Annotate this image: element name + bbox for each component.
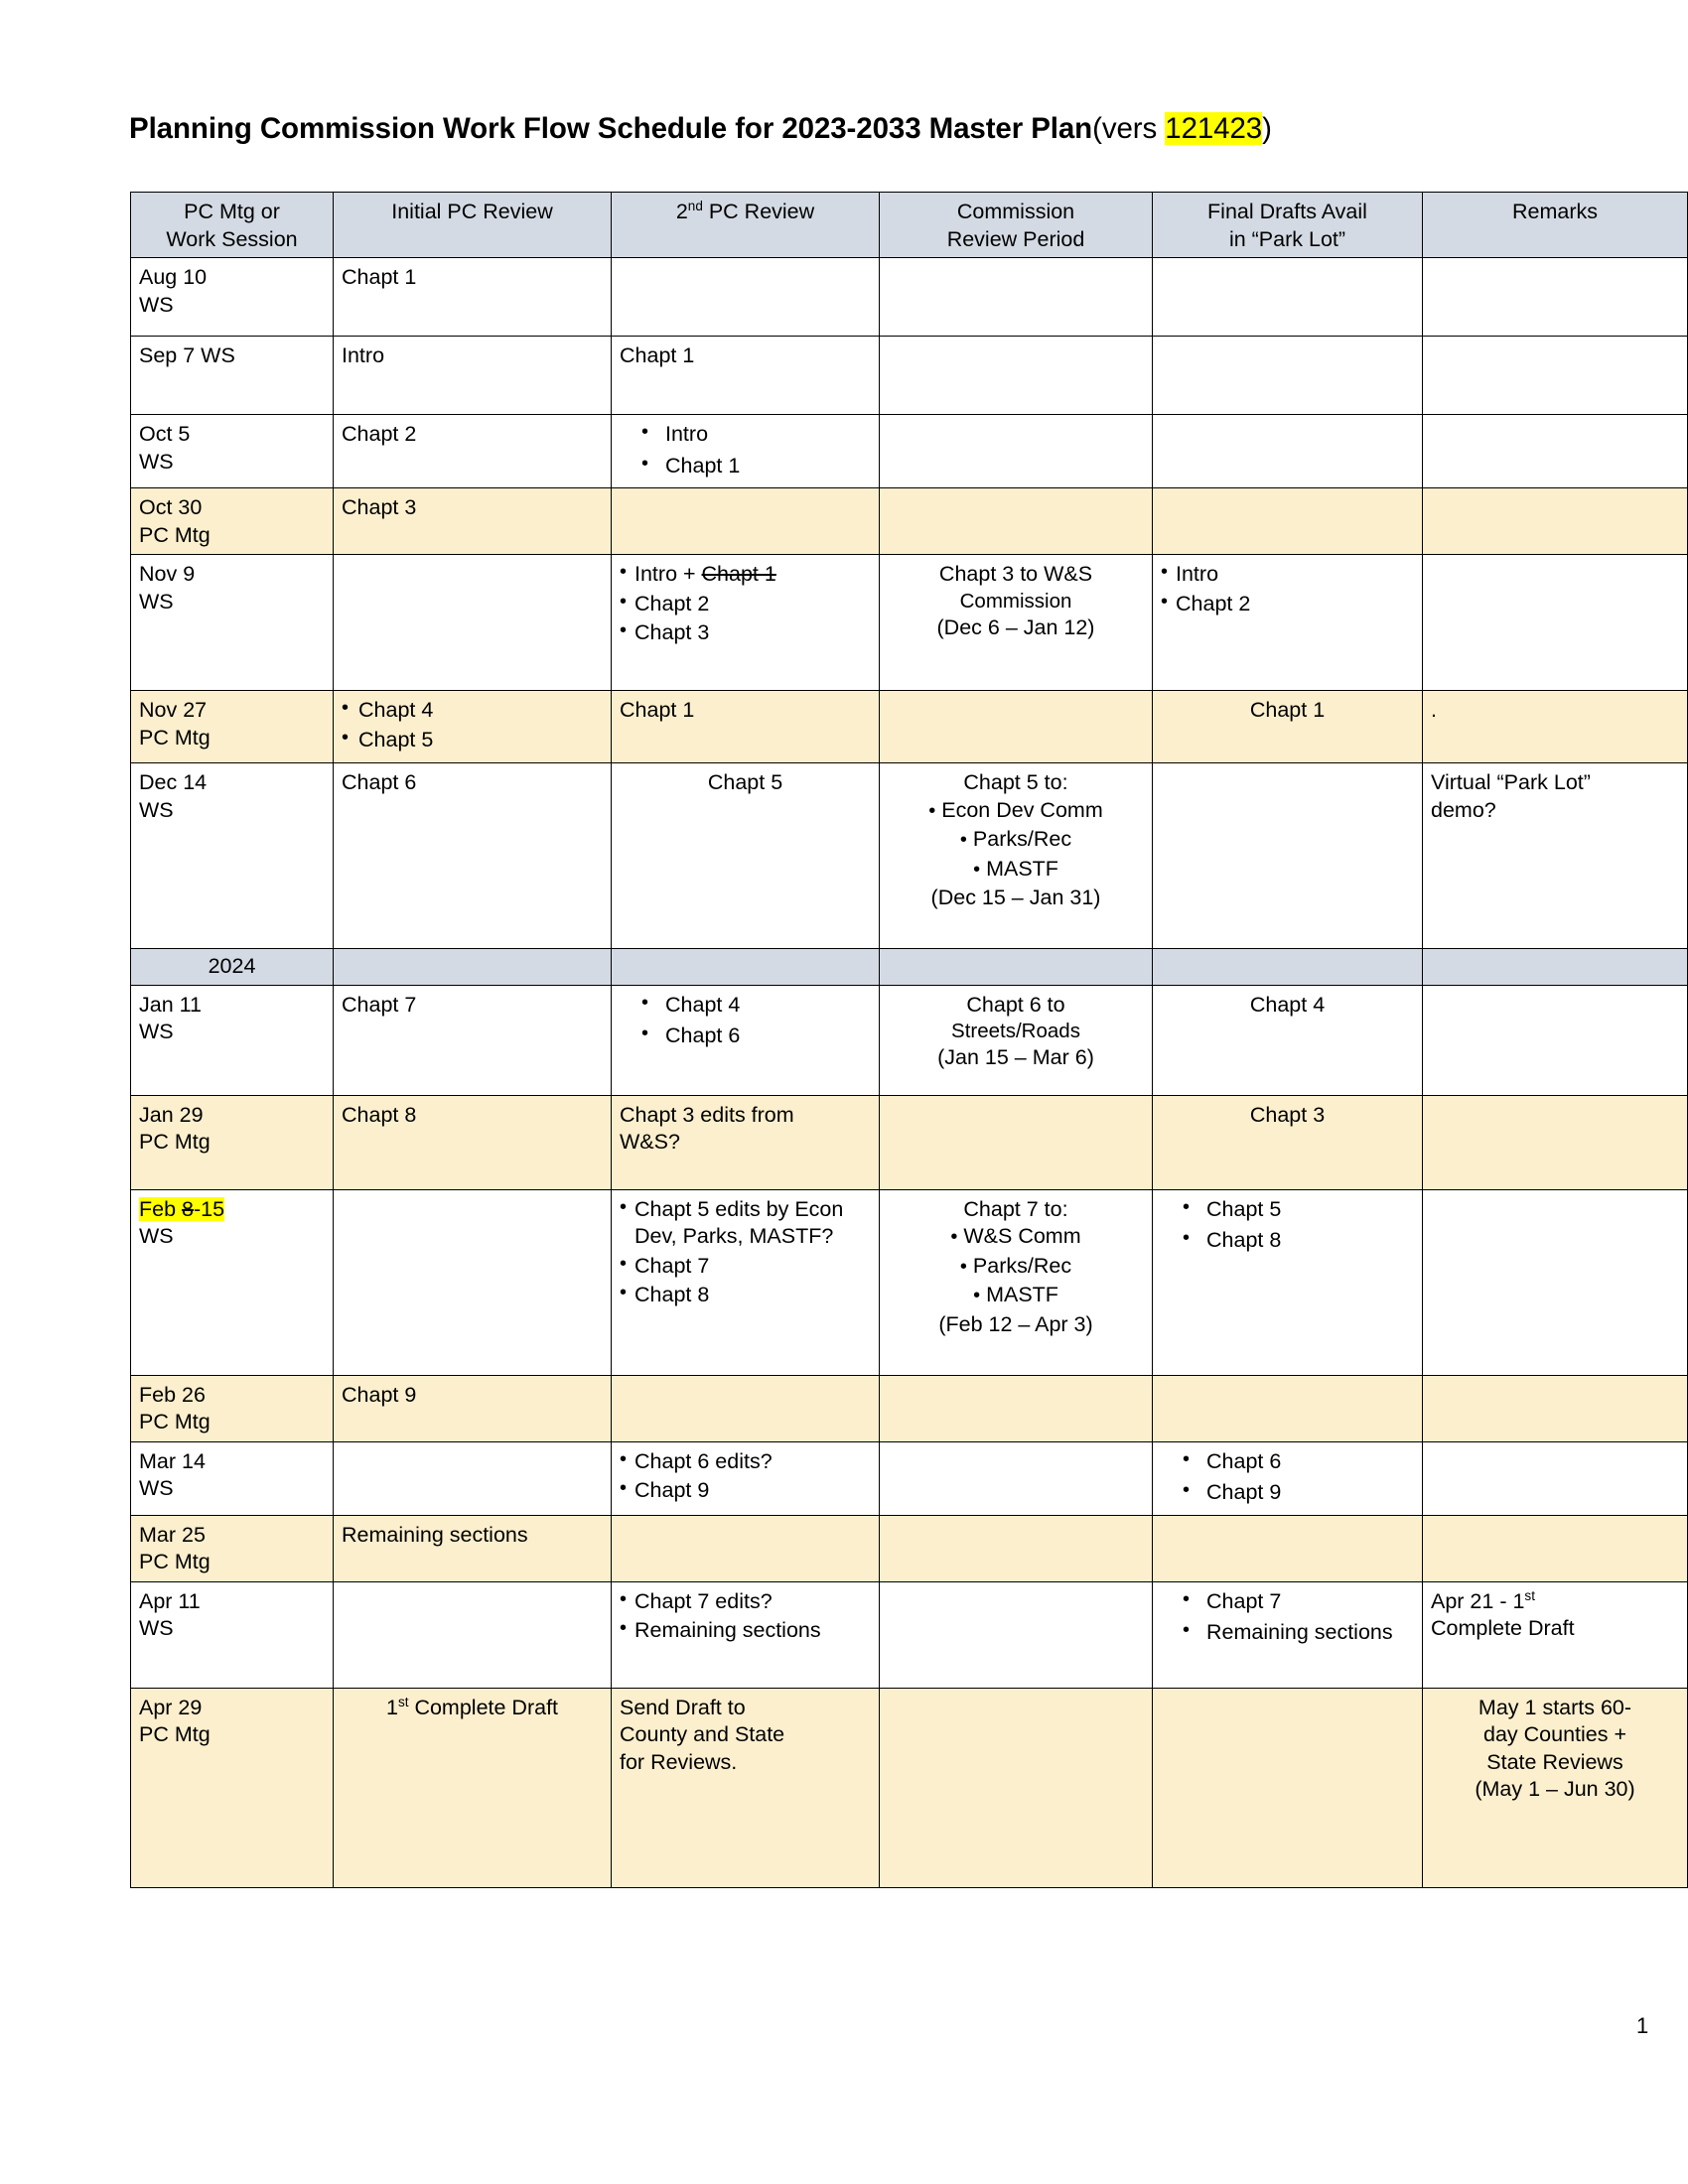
row-second-review-cell [612,691,880,763]
row-remarks-cell [1423,1515,1688,1581]
cell-text: Chapt 3 [342,495,417,520]
row-date-cell [131,1581,334,1688]
table-row [131,1441,1688,1515]
cell-text: Chapt 1 [620,343,695,368]
column-header-pc-mtg-line1: PC Mtg or [184,200,280,223]
row-final-drafts-cell [1153,985,1423,1095]
row-commission-cell [880,1688,1153,1887]
cell-text-line: Commission [959,589,1072,613]
row-date-line1: Jan 11 [139,992,202,1017]
page-number: 1 [1636,2013,1649,2038]
cell-text-line: State Reviews [1486,1749,1623,1774]
table-row [131,488,1688,555]
row-date-struck: 8 [182,1196,194,1221]
page-title-main: Planning Commission Work Flow Schedule for 2023-2033 Master Plan [129,112,1093,145]
page-title [129,112,1272,146]
row-date-line2: WS [139,1476,174,1501]
row-second-review-cell [612,488,880,555]
row-date-line2: PC Mtg [139,1550,211,1574]
table-row [131,985,1688,1095]
row-remarks-cell [1423,1688,1688,1887]
row-remarks-cell [1423,1189,1688,1375]
list-item: • Chapt 7 edits? [620,1588,871,1616]
bullet-list [1161,561,1414,617]
bullet-list [620,1196,871,1309]
row-date-line2: PC Mtg [139,1722,211,1747]
row-date-line1: Nov 27 [139,698,208,723]
year-separator-cell [880,949,1153,986]
row-initial-review-cell [334,1688,612,1887]
row-date-line1: Mar 14 [139,1448,206,1473]
row-final-drafts-cell [1153,1095,1423,1189]
list-item: • Chapt 8 [620,1282,871,1309]
row-second-review-cell [612,985,880,1095]
list-item: • Chapt 6 edits? [620,1448,871,1476]
row-date-line1: Jan 29 [139,1102,204,1127]
column-header-second-pc-review-pre: 2 [675,200,688,223]
work-flow-schedule-table [130,192,1688,1888]
list-item: • Chapt 5 [1161,1196,1414,1224]
row-date-cell [131,555,334,691]
cell-text-line: County and State [620,1722,785,1747]
row-final-drafts-cell [1153,1515,1423,1581]
row-remarks-cell [1423,488,1688,555]
row-date-cell [131,691,334,763]
table-row [131,337,1688,415]
cell-text-line: May 1 starts 60- [1477,1695,1632,1719]
cell-text-line: (Dec 15 – Jan 31) [930,886,1101,910]
row-date-cell [131,985,334,1095]
year-label: 2024 [131,949,334,986]
list-item: • Remaining sections [620,1617,871,1645]
cell-text-line: (Dec 6 – Jan 12) [936,614,1095,639]
bullet-list [1161,1448,1414,1507]
table-row [131,555,1688,691]
bullet-list [888,797,1144,884]
table-row [131,258,1688,337]
column-header-final-drafts-line1: Final Drafts Avail [1207,200,1367,223]
year-separator-cell [1153,949,1423,986]
page-title-vers-open: (vers [1092,112,1166,145]
bullet-list [620,561,871,647]
initial-pre: 1 [385,1695,398,1719]
initial-sup: st [397,1694,409,1709]
row-date-line2: PC Mtg [139,725,211,750]
table-row [131,1581,1688,1688]
cell-text: Chapt 1 [342,265,417,290]
row-initial-review-cell [334,1515,612,1581]
row-second-review-cell [612,1189,880,1375]
row-second-review-cell [612,763,880,949]
row-second-review-cell [612,337,880,415]
row-initial-review-cell [334,415,612,488]
row-date-suffix: -15 [194,1196,225,1221]
row-remarks-cell [1423,258,1688,337]
cell-text-line: day Counties + [1482,1722,1627,1747]
row-second-review-cell [612,1515,880,1581]
column-header-commission-review [880,193,1153,258]
cell-text-line: W&S? [620,1130,680,1155]
bullet-list [1161,1196,1414,1255]
row-commission-cell [880,985,1153,1095]
list-item: • Intro [620,421,871,449]
list-item: • Econ Dev Comm [888,797,1144,825]
row-final-drafts-cell [1153,415,1423,488]
row-final-drafts-cell [1153,1688,1423,1887]
table-row [131,691,1688,763]
cell-text-line: for Reviews. [620,1749,738,1774]
list-item: • Chapt 5 edits by Econ Dev, Parks, MASTF? [620,1196,871,1251]
row-date-line2: WS [139,1020,174,1044]
row-date-line1: Nov 9 [139,562,196,587]
column-header-initial-pc-review-label: Initial PC Review [391,200,553,223]
row-date-cell [131,1515,334,1581]
column-header-remarks-label: Remarks [1511,200,1598,223]
row-commission-cell [880,1441,1153,1515]
column-header-commission-review-line1: Commission [956,200,1075,223]
row-date-cell [131,1189,334,1375]
cell-text-line: Virtual “Park Lot” [1431,770,1591,795]
cell-text: Intro [342,343,385,368]
list-item: • Chapt 5 [342,727,603,754]
row-remarks-cell [1423,763,1688,949]
table-row [131,1375,1688,1441]
cell-text: Chapt 3 [1249,1102,1326,1127]
year-separator-cell [334,949,612,986]
list-item: • Chapt 3 [620,619,871,647]
column-header-second-pc-review [612,193,880,258]
row-remarks-cell [1423,555,1688,691]
cell-text-line: Chapt 6 to [966,992,1065,1017]
row-commission-cell [880,1515,1153,1581]
cell-text: . [1431,698,1437,723]
row-date-line1 [139,1197,224,1221]
row-date-line1: Aug 10 [139,265,208,290]
list-item: • MASTF [888,1282,1144,1309]
row-remarks-cell [1423,337,1688,415]
column-header-initial-pc-review [334,193,612,258]
table-row [131,415,1688,488]
column-header-remarks [1423,193,1688,258]
cell-text: Chapt 7 [342,992,417,1017]
row-commission-cell [880,691,1153,763]
row-second-review-cell [612,1688,880,1887]
row-second-review-cell [612,1095,880,1189]
bullet-list [620,992,871,1050]
cell-text-line: Chapt 3 to W&S [938,562,1093,587]
list-item [620,561,871,589]
row-date-line1: Apr 11 [139,1588,201,1613]
list-item: • Chapt 4 [620,992,871,1020]
row-date-prefix: Feb [139,1196,183,1221]
row-commission-cell [880,763,1153,949]
row-final-drafts-cell [1153,258,1423,337]
cell-text: Chapt 8 [342,1102,417,1127]
list-item: • Chapt 2 [1161,591,1414,618]
table-row [131,1189,1688,1375]
row-date-line2: PC Mtg [139,1130,211,1155]
column-header-second-pc-review-post: PC Review [702,200,815,223]
remarks-pre: Apr 21 - 1 [1431,1588,1525,1613]
column-header-pc-mtg-line2: Work Session [166,226,298,251]
list-item: • Chapt 7 [1161,1588,1414,1616]
row-initial-review-cell [334,1581,612,1688]
row-date-cell [131,1688,334,1887]
table-row [131,1515,1688,1581]
cell-text: Chapt 4 [1249,992,1326,1017]
list-item: • Chapt 1 [620,453,871,480]
cell-text-line: Send Draft to [620,1695,746,1719]
row-commission-cell [880,488,1153,555]
row-initial-review-cell [334,337,612,415]
column-header-final-drafts [1153,193,1423,258]
cell-text-line: Complete Draft [1431,1616,1575,1641]
row-initial-review-cell [334,555,612,691]
row-date-line1: Oct 5 [139,422,191,447]
row-date-line2: PC Mtg [139,1410,211,1434]
cell-text: Chapt 1 [620,698,695,723]
row-date-line2: WS [139,292,174,317]
row-commission-cell [880,1581,1153,1688]
cell-text-line: Chapt 7 to: [963,1196,1068,1221]
row-commission-cell [880,1375,1153,1441]
row-initial-review-cell [334,258,612,337]
list-item: • MASTF [888,856,1144,884]
bullet-list [620,1588,871,1645]
list-item: • Chapt 9 [620,1477,871,1505]
bullet-list [342,697,603,753]
list-item: • Chapt 6 [1161,1448,1414,1476]
row-remarks-cell [1423,415,1688,488]
row-second-review-cell [612,415,880,488]
row-final-drafts-cell [1153,1375,1423,1441]
row-initial-review-cell [334,1189,612,1375]
year-separator-cell [612,949,880,986]
list-item: • Chapt 4 [342,697,603,725]
row-date-line2: WS [139,797,174,822]
list-item: • Parks/Rec [888,826,1144,854]
row-date-cell [131,1375,334,1441]
row-date-cell [131,1441,334,1515]
row-initial-review-cell [334,1375,612,1441]
row-initial-review-cell [334,1095,612,1189]
column-header-commission-review-line2: Review Period [946,226,1085,251]
row-date-cell [131,488,334,555]
cell-text: Chapt 5 [707,770,783,795]
row-initial-review-cell [334,488,612,555]
row-final-drafts-cell [1153,1189,1423,1375]
list-item: • Remaining sections [1161,1619,1414,1647]
list-item: • Chapt 6 [620,1023,871,1050]
row-date-line2: PC Mtg [139,522,211,547]
row-date-line2: WS [139,449,174,474]
row-commission-cell [880,337,1153,415]
row-final-drafts-cell [1153,337,1423,415]
row-remarks-cell [1423,1095,1688,1189]
row-date-line1: Dec 14 [139,770,208,795]
row-remarks-cell [1423,691,1688,763]
list-item: • Chapt 2 [620,591,871,618]
row-remarks-cell [1423,1581,1688,1688]
row-initial-review-cell [334,691,612,763]
table-row [131,1095,1688,1189]
row-final-drafts-cell [1153,1441,1423,1515]
row-final-drafts-cell [1153,763,1423,949]
row-remarks-cell [1423,985,1688,1095]
row-final-drafts-cell [1153,555,1423,691]
remarks-sup: st [1524,1587,1535,1603]
cell-text: Chapt 9 [342,1382,417,1407]
table-row [131,763,1688,949]
table-row [131,1688,1688,1887]
row-commission-cell [880,415,1153,488]
cell-text-line: (Jan 15 – Mar 6) [937,1045,1094,1070]
page-title-vers-number: 121423 [1165,112,1263,145]
row-date-cell [131,415,334,488]
row-commission-cell [880,555,1153,691]
list-item: • Intro [1161,561,1414,589]
bullet-list [1161,1588,1414,1647]
cell-text: Intro + [634,562,702,587]
row-date-line2: WS [139,589,174,614]
bullet-list [620,421,871,479]
row-initial-review-cell [334,985,612,1095]
row-date-cell [131,258,334,337]
row-commission-cell [880,1095,1153,1189]
cell-text-line: Chapt 3 edits from [620,1102,794,1127]
row-date-line1: Oct 30 [139,495,203,520]
cell-text-line: (May 1 – Jun 30) [1475,1777,1635,1802]
cell-text-line: demo? [1431,797,1496,822]
year-separator-row [131,949,1688,986]
row-commission-cell [880,1189,1153,1375]
row-date-line1: Sep 7 WS [139,343,235,368]
bullet-list [620,1448,871,1505]
row-second-review-cell [612,1375,880,1441]
row-initial-review-cell [334,763,612,949]
row-second-review-cell [612,258,880,337]
row-second-review-cell [612,1581,880,1688]
cell-text-line [1431,1588,1679,1616]
row-second-review-cell [612,1441,880,1515]
cell-text-line: (Feb 12 – Apr 3) [938,1311,1093,1336]
cell-text: Chapt 6 [342,770,417,795]
cell-text-line: Chapt 5 to: [963,770,1068,795]
row-date-line1: Mar 25 [139,1522,206,1547]
row-second-review-cell [612,555,880,691]
row-final-drafts-cell [1153,691,1423,763]
list-item: • W&S Comm [888,1223,1144,1251]
row-final-drafts-cell [1153,488,1423,555]
column-header-final-drafts-line2: in “Park Lot” [1228,226,1346,251]
row-date-cell [131,763,334,949]
list-item: • Parks/Rec [888,1253,1144,1281]
list-item: • Chapt 8 [1161,1227,1414,1255]
row-date-cell [131,1095,334,1189]
struck-text: Chapt 1 [701,562,776,587]
column-header-pc-mtg [131,193,334,258]
row-commission-cell [880,258,1153,337]
list-item: • Chapt 7 [620,1253,871,1281]
initial-post: Complete Draft [408,1695,559,1719]
column-header-second-pc-review-sup: nd [687,198,703,213]
table-header-row [131,193,1688,258]
page-title-vers-close: ) [1262,112,1272,145]
row-date-line1: Apr 29 [139,1695,203,1719]
bullet-list [888,1223,1144,1309]
row-date-line2: WS [139,1616,174,1641]
year-separator-cell [1423,949,1688,986]
row-date-cell [131,337,334,415]
cell-text: Remaining sections [342,1522,528,1547]
row-final-drafts-cell [1153,1581,1423,1688]
row-date-line1: Feb 26 [139,1382,206,1407]
cell-text: Chapt 2 [342,422,417,447]
list-item: • Chapt 9 [1161,1479,1414,1507]
cell-text: Chapt 1 [1249,698,1326,723]
row-initial-review-cell [334,1441,612,1515]
cell-text-line: Streets/Roads [951,1020,1080,1043]
row-remarks-cell [1423,1441,1688,1515]
row-remarks-cell [1423,1375,1688,1441]
row-date-line2: WS [139,1224,174,1249]
